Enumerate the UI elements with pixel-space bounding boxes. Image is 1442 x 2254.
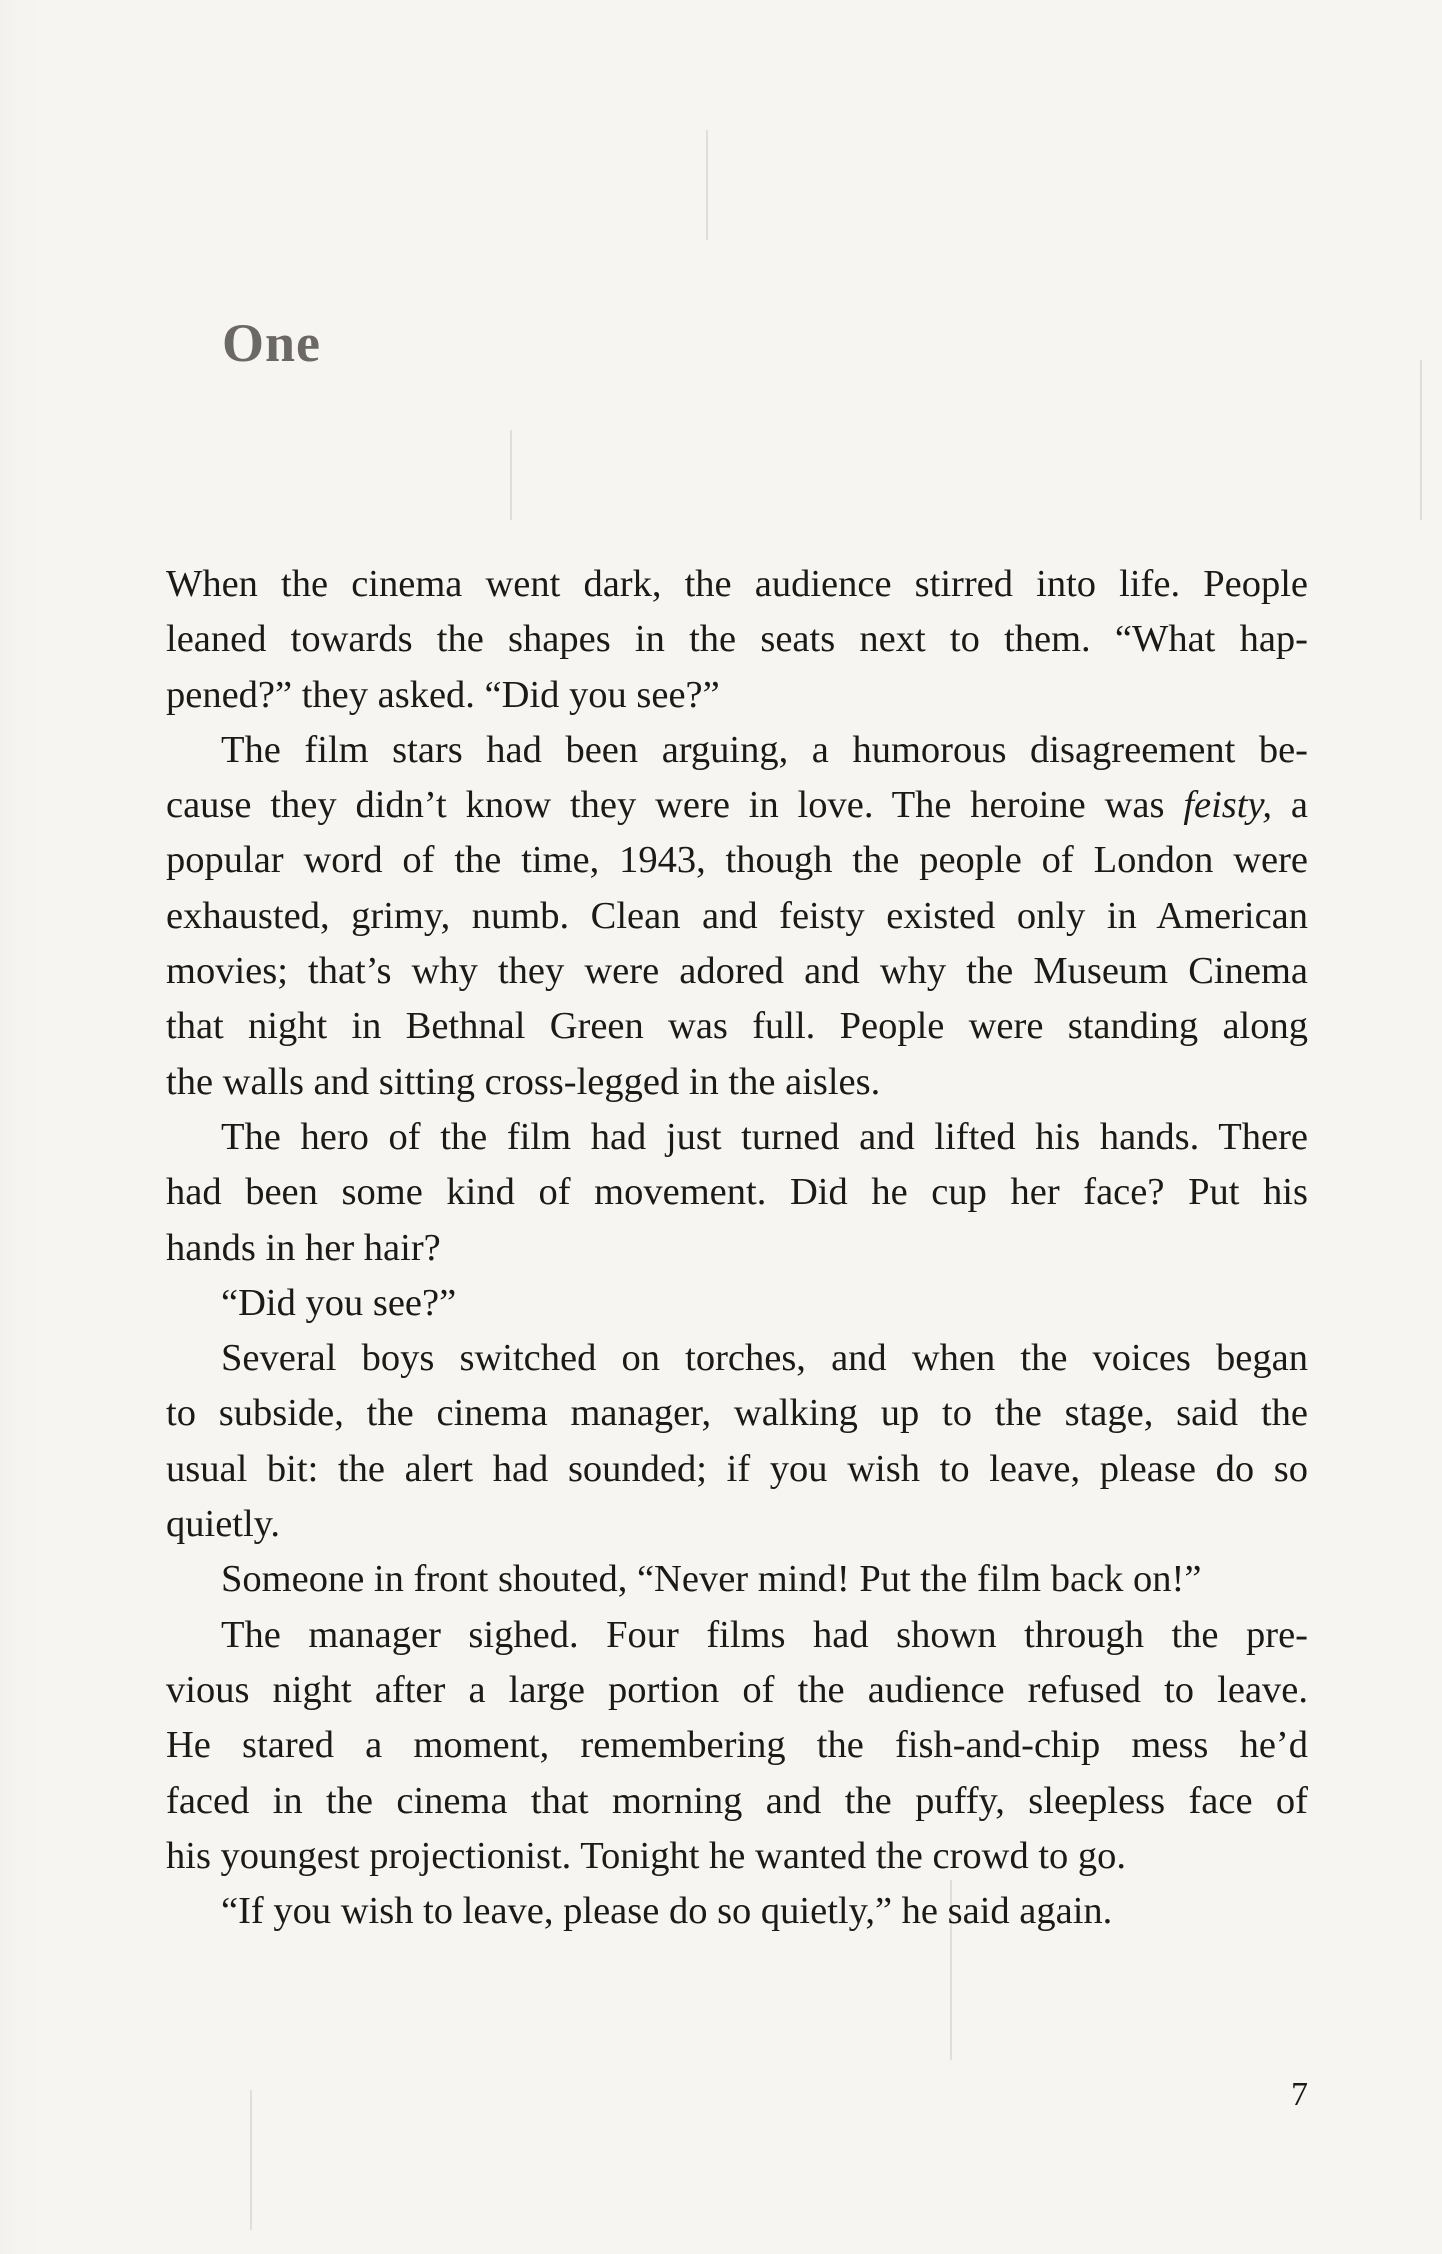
- scan-mark: [1420, 360, 1422, 520]
- text-line: faced in the cinema that morning and the puffy, sleepless face of: [166, 1779, 1308, 1822]
- text-line: movies; that’s why they were adored and why the Museum Cinema: [166, 950, 1308, 993]
- text-line: usual bit: the alert had sounded; if you wish to leave, please do so: [166, 1447, 1308, 1490]
- text-line: The manager sighed. Four films had shown through the pre-: [221, 1613, 1308, 1656]
- text-line: vious night after a large portion of the audience refused to leave.: [166, 1668, 1308, 1711]
- text-line: leaned towards the shapes in the seats next to them. “What hap-: [166, 618, 1308, 661]
- text-line: pened?” they asked. “Did you see?”: [166, 673, 720, 716]
- scan-mark: [950, 1880, 952, 2060]
- chapter-title: One: [222, 313, 322, 373]
- text-line: that night in Bethnal Green was full. People were standing along: [166, 1005, 1308, 1048]
- text-line: the walls and sitting cross-legged in the aisles.: [166, 1060, 881, 1103]
- scan-mark: [250, 2090, 252, 2230]
- text-line: “Did you see?”: [221, 1281, 457, 1324]
- emphasis-text: feisty,: [1183, 784, 1273, 827]
- text-line: had been some kind of movement. Did he cup her face? Put his: [166, 1171, 1308, 1214]
- text-line: The film stars had been arguing, a humorous disagreement be-: [221, 728, 1308, 771]
- text-line: popular word of the time, 1943, though the people of London were: [166, 839, 1308, 882]
- page-number: 7: [1291, 2076, 1308, 2113]
- text-line: hands in her hair?: [166, 1226, 441, 1269]
- scan-mark: [510, 430, 512, 520]
- text-line: “If you wish to leave, please do so quietly,” he said again.: [221, 1890, 1113, 1933]
- text-line: quietly.: [166, 1503, 281, 1546]
- text-line: Several boys switched on torches, and when the voices began: [221, 1337, 1308, 1380]
- text-line: He stared a moment, remembering the fish-and-chip mess he’d: [166, 1724, 1308, 1767]
- text-line: When the cinema went dark, the audience stirred into life. People: [166, 563, 1308, 605]
- text-line: Someone in front shouted, “Never mind! Put the film back on!”: [221, 1558, 1202, 1601]
- text-line: to subside, the cinema manager, walking up to the stage, said the: [166, 1392, 1308, 1435]
- text-line: The hero of the film had just turned and lifted his hands. There: [221, 1115, 1308, 1158]
- chapter-text: [166, 557, 1308, 1939]
- text-line: exhausted, grimy, numb. Clean and feisty existed only in American: [166, 894, 1308, 937]
- text-line: his youngest projectionist. Tonight he wanted the crowd to go.: [166, 1834, 1127, 1877]
- scan-mark: [706, 130, 708, 240]
- text-line: cause they didn’t know they were in love. The heroine was feisty, a: [166, 784, 1308, 827]
